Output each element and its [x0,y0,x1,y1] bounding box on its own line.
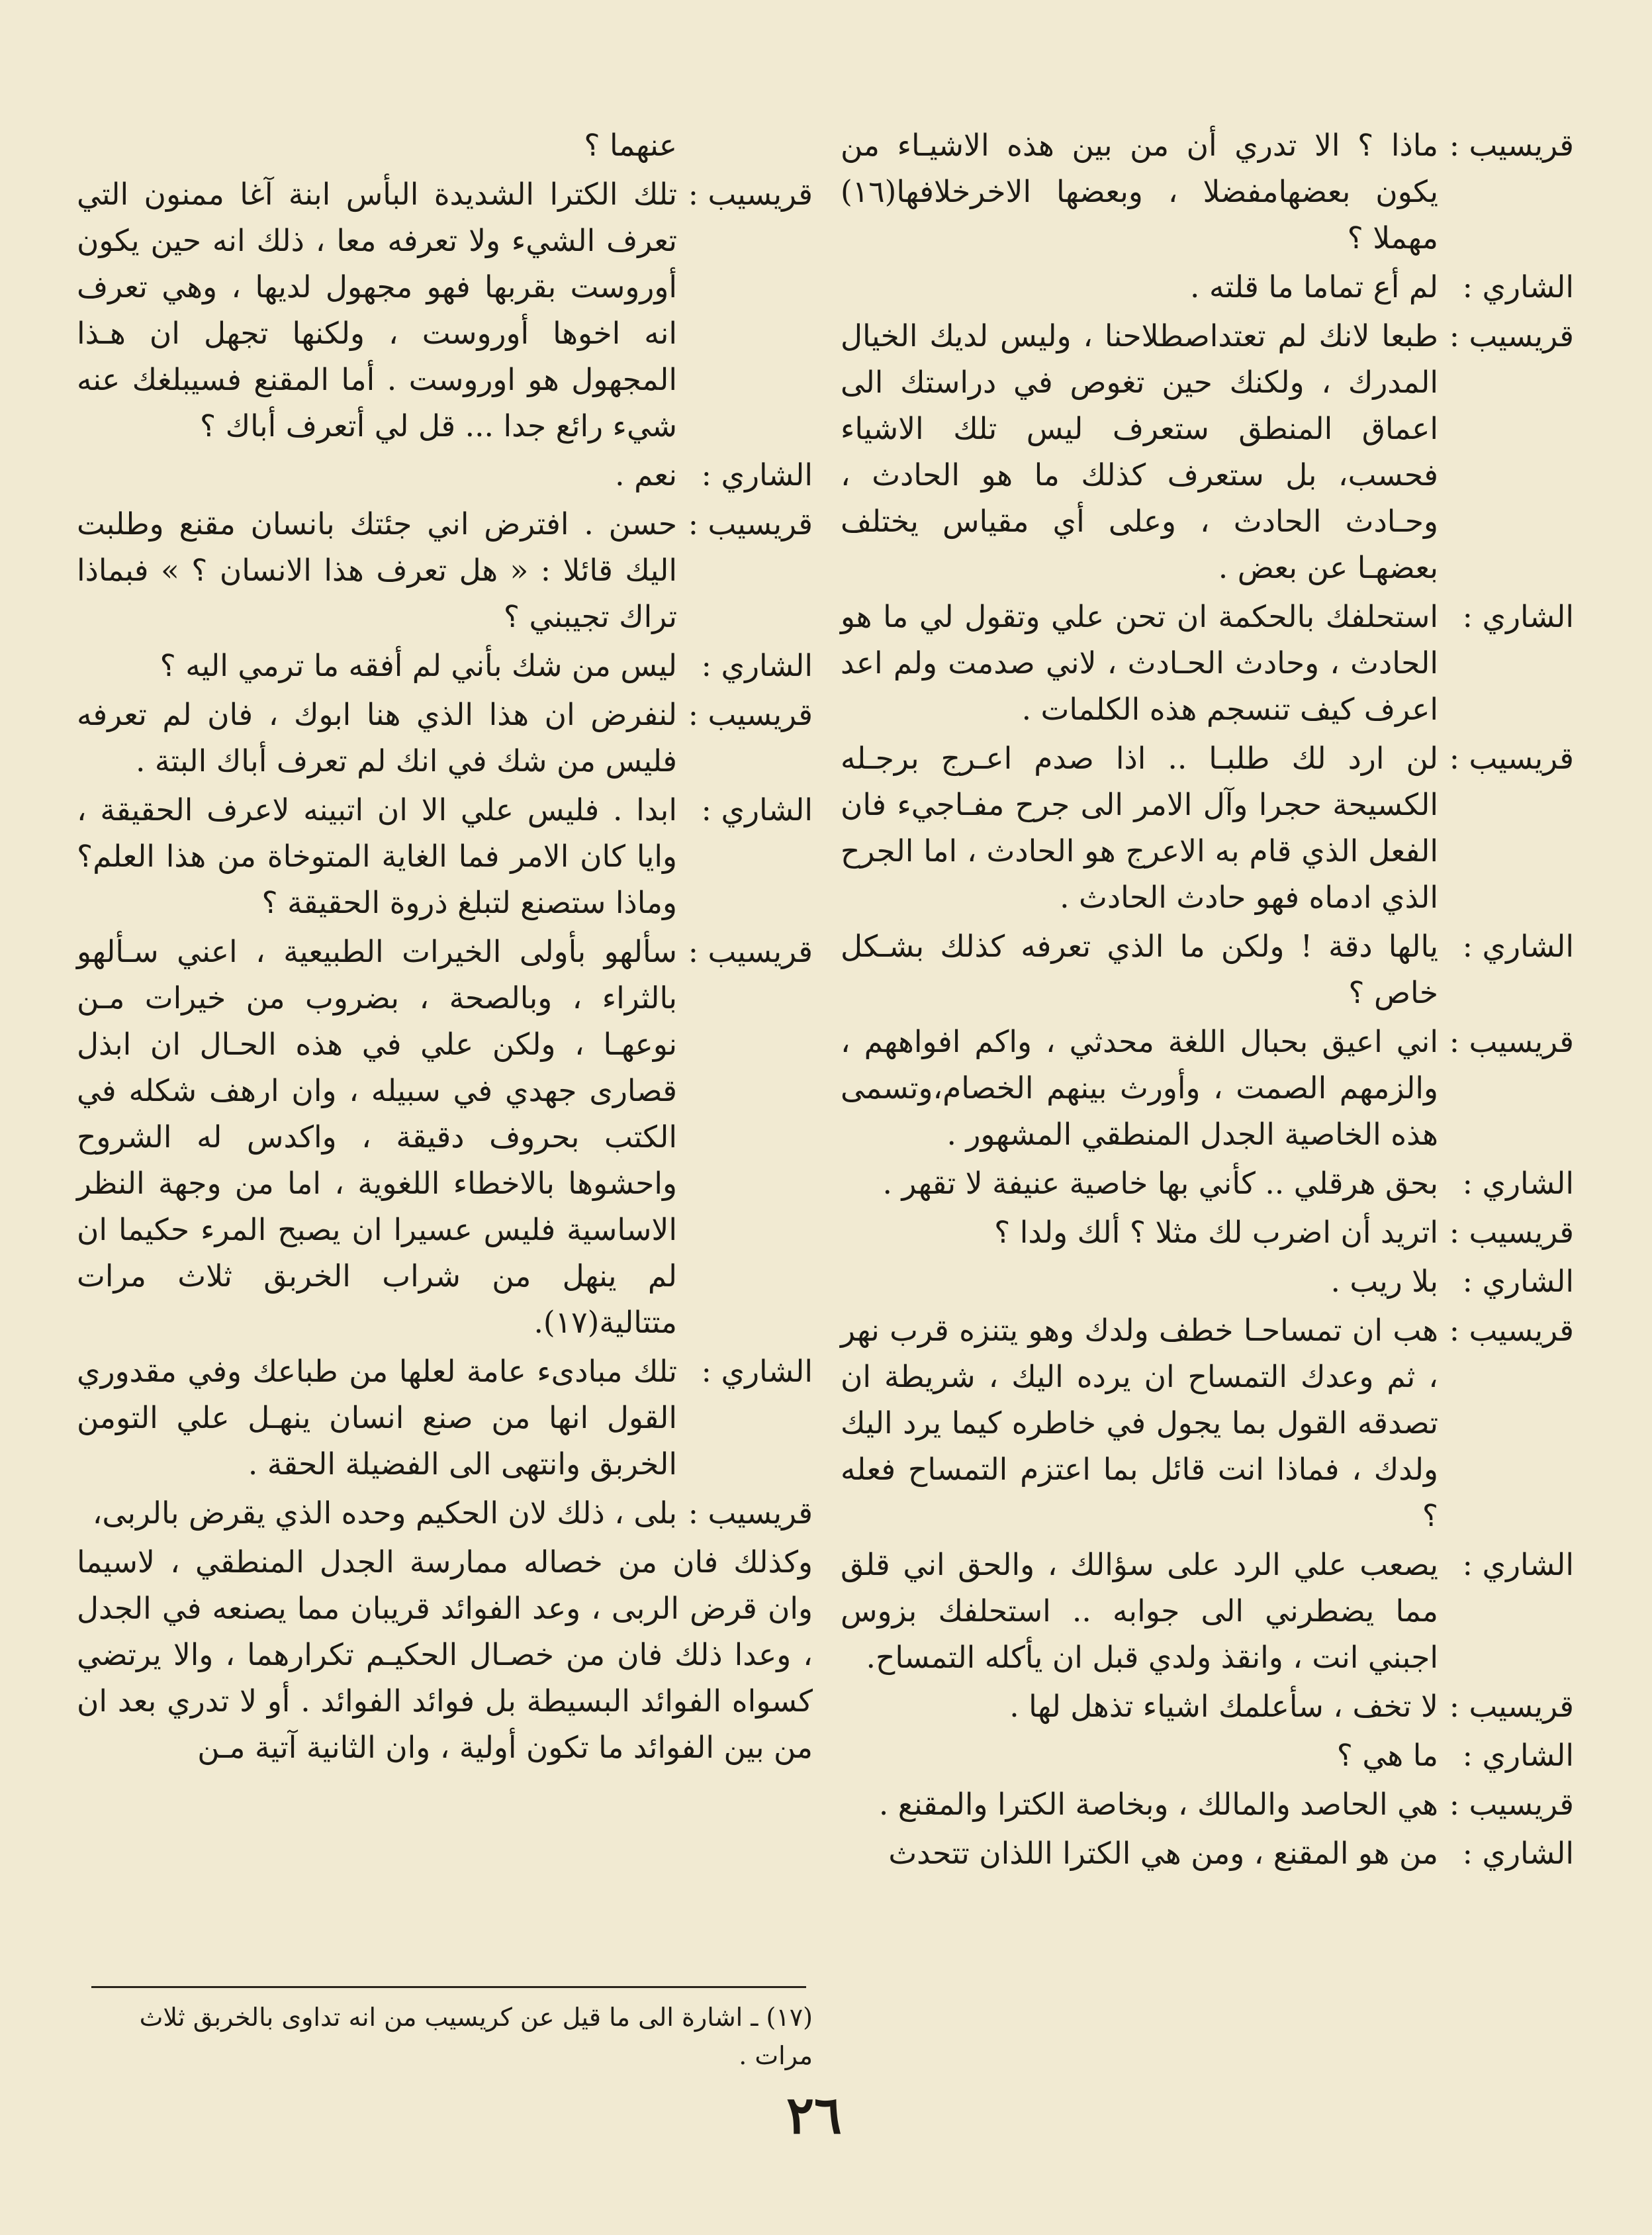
dialogue-entry [77,1349,813,1488]
dialogue-text: هي الحاصد والمالك ، وبخاصة الكترا والمقنع . [878,1787,1438,1822]
dialogue-text: نعم . [615,457,677,493]
dialogue-entry [841,1308,1574,1539]
dialogue-entry [841,1259,1574,1305]
dialogue-text: يالها دقة ! ولكن ما الذي تعرفه كذلك بشـكل خاص ؟ [841,929,1438,1010]
speaker-name: الشاري : [701,1354,813,1389]
dialogue-text: تلك مبادىء عامة لعلها من طباعك وفي مقدوري القول انها من صنع انسان ينهـل علي التومن الخربق وانتهى الى الفضيلة الحقة . [77,1354,677,1482]
dialogue-text: لم أع تماما ما قلته . [1190,269,1438,305]
dialogue-entry [77,787,813,926]
dialogue-entry [841,1684,1574,1730]
dialogue-entry [841,594,1574,733]
dialogue-text: من هو المقنع ، ومن هي الكترا اللذان تتحدث [888,1836,1438,1871]
speaker-name: الشاري : [1462,1264,1574,1299]
right-column [841,122,1574,1879]
dialogue-entry [77,1490,813,1537]
speaker-name: قريسيب : [1449,1689,1574,1724]
dialogue-text: ليس من شك بأني لم أفقه ما ترمي اليه ؟ [160,648,677,683]
dialogue-text: طبعا لانك لم تعتداصطلاحنا ، وليس لديك الخيال المدرك ، ولكنك حين تغوص في دراستك الى اعماق المنطق ستعرف ليس تلك الاشياء فحسب، بل ستعرف كذلك ما هو الحادث ، وحـادث الحادث ، وعلى أي مقياس يختلف بعضهـا عن بعض . [841,318,1438,585]
dialogue-text: حسن . افترض اني جئتك بانسان مقنع وطلبت اليك قائلا : « هل تعرف هذا الانسان ؟ » فبماذا تراك تجيبني ؟ [77,506,677,634]
continuation-paragraph: وكذلك فان من خصاله ممارسة الجدل المنطقي ، لاسيما وان قرض الربى ، وعد الفوائد قريبان مما يصنعه في الجدل ، وعدا ذلك فان من خصـال الحكيـم تكرارهما ، والا يرتضي كسواه الفوائد البسيطة بل فوائد الفوائد . أو لا تدري بعد ان من بين الفوائد ما تكون أولية ، وان الثانية آتية مـن [77,1545,813,1765]
speaker-name: الشاري : [1462,269,1574,305]
dialogue-entry [77,929,813,1346]
dialogue-text: لا تخف ، سأعلمك اشياء تذهل لها . [1009,1689,1438,1724]
speaker-name: قريسيب : [1449,318,1574,354]
dialogue-text: لنفرض ان هذا الذي هنا ابوك ، فان لم تعرفه فليس من شك في انك لم تعرف أباك البتة . [77,697,677,779]
speaker-name: قريسيب : [688,177,813,212]
dialogue-text: سألهو بأولى الخيرات الطبيعية ، اعني سـألهو بالثراء ، وبالصحة ، بضروب من خيرات مـن نوعهـا ، ولكن علي في هذه الحـال ان ابذل قصارى جهدي في سبيله ، وان ارهف شكله في الكتب بحروف دقيقة ، واكدس له الشروح واحشوها بالاخطاء اللغوية ، اما من وجهة النظر الاساسية فليس عسيرا ان يصبح المرء حكيما ان لم ينهل من شراب الخربق ثلاث مرات متتالية(١٧). [77,934,677,1340]
speaker-name: الشاري : [1462,1166,1574,1201]
speaker-name: قريسيب : [1449,1024,1574,1059]
dialogue-entry [77,171,813,450]
dialogue-entry [77,692,813,785]
speaker-name: قريسيب : [688,934,813,969]
speaker-name: الشاري : [1462,1738,1574,1773]
speaker-name: قريسيب : [1449,128,1574,163]
dialogue-text: ابدا . فليس علي الا ان اتبينه لاعرف الحقيقة ، وايا كان الامر فما الغاية المتوخاة من هذا العلم؟ وماذا ستصنع لتبلغ ذروة الحقيقة ؟ [77,792,677,920]
dialogue-text: ما هي ؟ [1336,1738,1438,1773]
speaker-name: قريسيب : [688,506,813,542]
dialogue-text: بحق هرقلي .. كأني بها خاصية عنيفة لا تقهر . [882,1166,1438,1201]
speaker-name: الشاري : [1462,1547,1574,1582]
dialogue-entry [841,924,1574,1016]
dialogue-entry [841,1733,1574,1779]
dialogue-entry [77,452,813,499]
dialogue-entry [841,122,1574,262]
dialogue-text: بلا ريب . [1330,1264,1438,1299]
dialogue-entry [841,1542,1574,1681]
speaker-name: الشاري : [1462,929,1574,964]
speaker-name: الشاري : [1462,599,1574,634]
dialogue-entry [841,1210,1574,1256]
dialogue-text: اتريد أن اضرب لك مثلا ؟ ألك ولدا ؟ [994,1215,1438,1250]
dialogue-entry [77,643,813,689]
speaker-name: قريسيب : [1449,1313,1574,1348]
speaker-name: قريسيب : [1449,1215,1574,1250]
footnote-rule [91,1986,806,1988]
speaker-name: قريسيب : [1449,741,1574,776]
left-entries [77,171,813,1537]
dialogue-text: تلك الكترا الشديدة البأس ابنة آغا ممنون التي تعرف الشيء ولا تعرفه معا ، ذلك انه حين يكون أوروست بقربها فهو مجهول لديها ، وهي تعرف انه اخوها أوروست ، ولكنها تجهل ان هـذا المجهول هو اوروست . أما المقنع فسيبلغك عنه شيء رائع جدا ... قل لي أتعرف أباك ؟ [77,177,677,444]
dialogue-text: استحلفك بالحكمة ان تحن علي وتقول لي ما هو الحادث ، وحادث الحـادث ، لاني صدمت ولم اعد اعرف كيف تنسجم هذه الكلمات . [841,599,1438,727]
dialogue-entry [841,1019,1574,1158]
dialogue-entry [841,313,1574,591]
dialogue-entry [841,1161,1574,1207]
dialogue-text: بلى ، ذلك لان الحكيم وحده الذي يقرض بالربى، [92,1496,677,1531]
speaker-name: الشاري : [701,457,813,493]
footnote: (١٧) ـ اشارة الى ما قيل عن كريسيب من انه تداوى بالخربق ثلاث مرات . [139,2003,813,2070]
dialogue-text: هب ان تمساحـا خطف ولدك وهو يتنزه قرب نهر ، ثم وعدك التمساح ان يرده اليك ، شريطة ان تصدقه القول بما يجول في خاطره كيما يرد اليك ولدك ، فماذا انت قائل بما اعتزم التمساح فعله ؟ [841,1313,1438,1533]
speaker-name: قريسيب : [1449,1787,1574,1822]
dialogue-entry [841,1782,1574,1828]
speaker-name: الشاري : [1462,1836,1574,1871]
dialogue-entry [77,501,813,640]
dialogue-text: لن ارد لك طلبـا .. اذا صدم اعـرج برجـله الكسيحة حجرا وآل الامر الى جرح مفـاجيء فان الفعل الذي قام به الاعرج هو الحادث ، اما الجرح الذي ادماه فهو حادث الحادث . [841,741,1438,915]
dialogue-text: اني اعيق بحبال اللغة محدثي ، واكم افواههم ، والزمهم الصمت ، وأورث بينهم الخصام،وتسمى هذه الخاصية الجدل المنطقي المشهور . [841,1024,1438,1152]
speaker-name: الشاري : [701,792,813,828]
dialogue-text: يصعب علي الرد على سؤالك ، والحق اني قلق مما يضطرني الى جوابه .. استحلفك بزوس اجبني انت ، وانقذ ولدي قبل ان يأكله التمساح. [841,1547,1438,1675]
left-column [77,122,813,1774]
speaker-name: قريسيب : [688,697,813,732]
dialogue-entry [841,736,1574,921]
continuation-text: عنهما ؟ [584,128,677,163]
dialogue-text: ماذا ؟ الا تدري أن من بين هذه الاشيـاء من يكون بعضهامفضلا ، وبعضها الاخرخلافها(١٦) مهملا ؟ [841,128,1438,256]
speaker-name: الشاري : [701,648,813,683]
dialogue-entry [841,264,1574,310]
speaker-name: قريسيب : [688,1496,813,1531]
page-number: ٢٦ [786,2085,842,2146]
dialogue-entry [841,1831,1574,1877]
